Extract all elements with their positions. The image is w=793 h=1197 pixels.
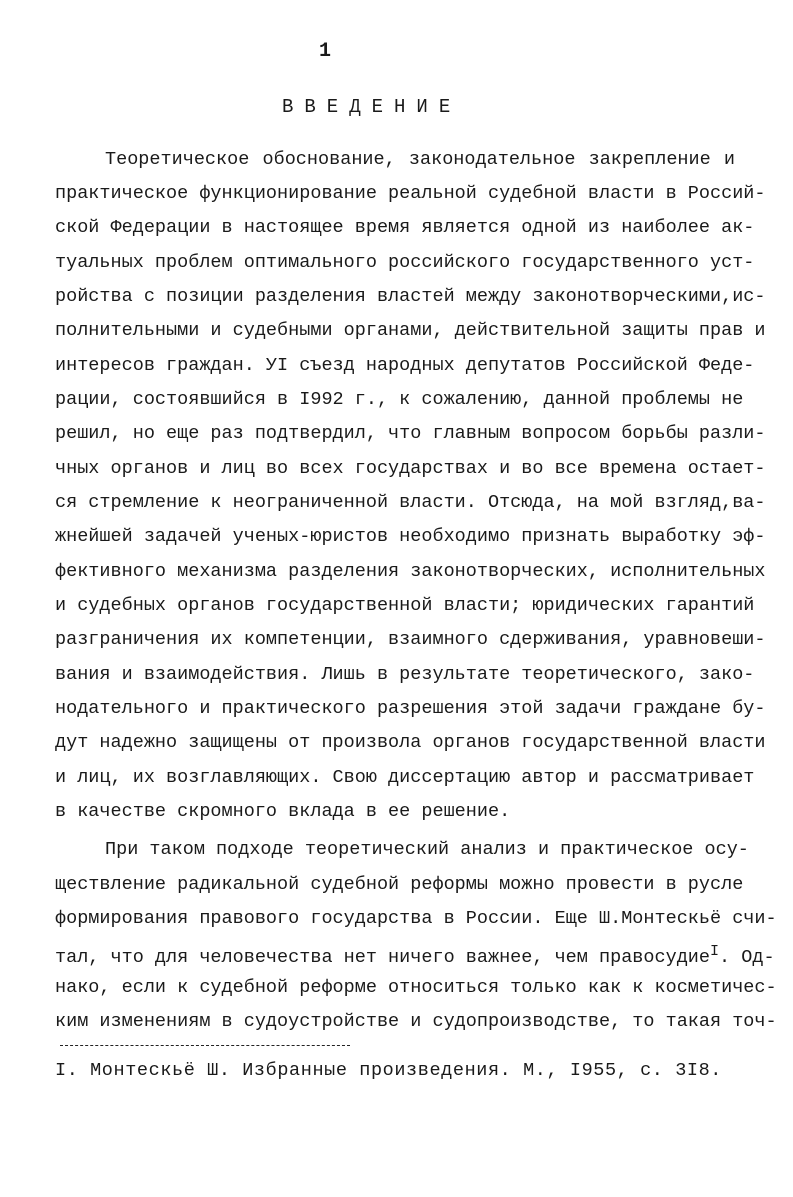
text-line: в качестве скромного вклада в ее решение. — [55, 801, 511, 822]
text-line: нако, если к судебной реформе относиться только как к косметичес- — [55, 977, 777, 998]
text-segment: тал, что для человечества нет ничего важнее, чем правосудие — [55, 947, 711, 968]
text-line: Теоретическое обоснование, законодательное закрепление и — [105, 149, 735, 170]
text-line: ществление радикальной судебной реформы можно провести в русле — [55, 874, 744, 895]
text-line: интересов граждан. УI съезд народных депутатов Российской Феде- — [55, 355, 755, 376]
footnote-reference[interactable]: I — [710, 943, 720, 960]
text-line: туальных проблем оптимального российского государственного уст- — [55, 252, 755, 273]
text-line: решил, но еще раз подтвердил, что главным вопросом борьбы разли- — [55, 423, 766, 444]
text-line: ской Федерации в настоящее время является одной из наиболее ак- — [55, 217, 755, 238]
text-line: ройства с позиции разделения властей между законотворческими,ис- — [55, 286, 766, 307]
text-line: нодательного и практического разрешения этой задачи граждане бу- — [55, 698, 766, 719]
text-line: и лиц, их возглавляющих. Свою диссертацию автор и рассматривает — [55, 767, 755, 788]
text-line: При таком подходе теоретический анализ и практическое осу- — [105, 839, 749, 860]
text-line — [55, 943, 775, 968]
text-line: вания и взаимодействия. Лишь в результате теоретического, зако- — [55, 664, 755, 685]
text-line: рации, состоявшийся в I992 г., к сожалению, данной проблемы не — [55, 389, 744, 410]
text-line: жнейшей задачей ученых-юристов необходимо признать выработку эф- — [55, 526, 766, 547]
footnote: I. Монтескьё Ш. Избранные произведения. М., I955, с. 3I8. — [55, 1060, 723, 1081]
text-line: ся стремление к неограниченной власти. Отсюда, на мой взгляд,ва- — [55, 492, 766, 513]
text-line: фективного механизма разделения законотворческих, исполнительных — [55, 561, 766, 582]
text-line: полнительными и судебными органами, действительной защиты прав и — [55, 320, 766, 341]
text-line: разграничения их компетенции, взаимного сдерживания, уравновеши- — [55, 629, 766, 650]
text-line: дут надежно защищены от произвола органов государственной власти — [55, 732, 766, 753]
text-line: ким изменениям в судоустройстве и судопроизводстве, то такая точ- — [55, 1011, 777, 1032]
footnote-divider — [60, 1045, 350, 1046]
text-line: практическое функционирование реальной судебной власти в Россий- — [55, 183, 766, 204]
text-line: и судебных органов государственной власти; юридических гарантий — [55, 595, 755, 616]
text-segment: . Од- — [719, 947, 775, 968]
section-title: ВВЕДЕНИЕ — [282, 96, 462, 118]
text-line: формирования правового государства в России. Еще Ш.Монтескьё счи- — [55, 908, 777, 929]
page-number: 1 — [318, 40, 331, 63]
text-line: чных органов и лиц во всех государствах и во все времена остает- — [55, 458, 766, 479]
